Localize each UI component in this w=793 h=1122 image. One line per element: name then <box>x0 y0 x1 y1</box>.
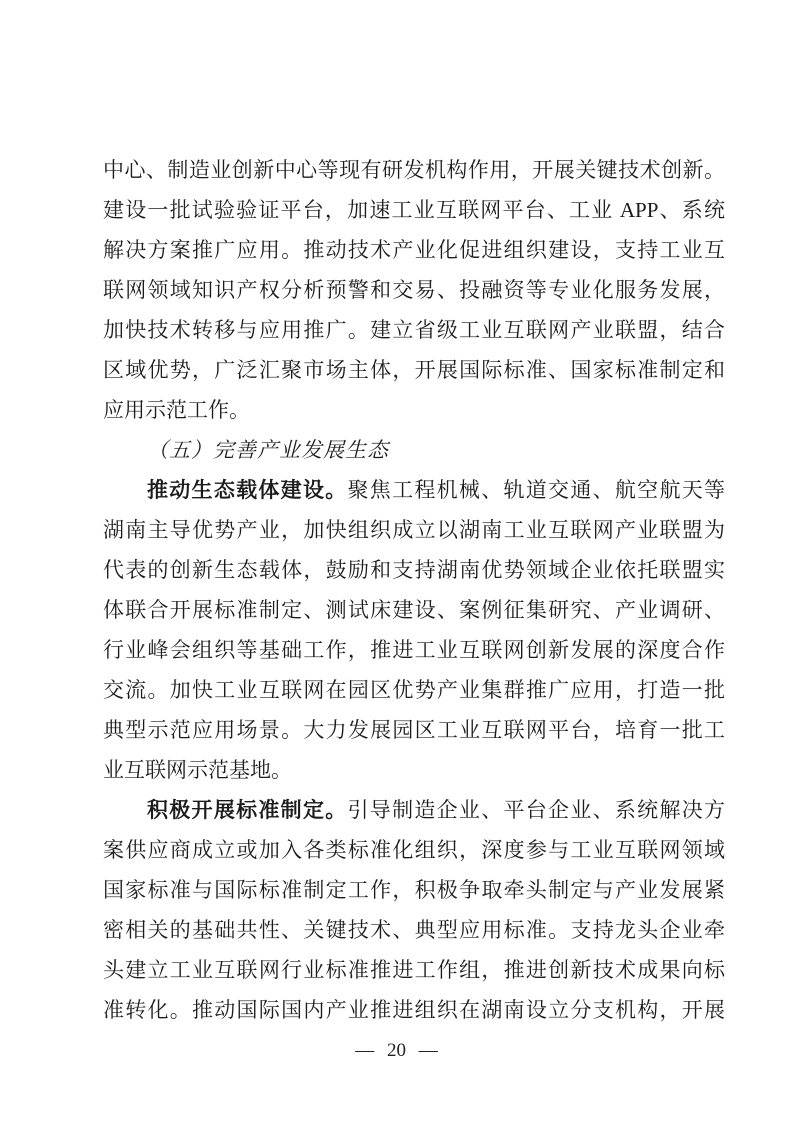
body-text: 行业峰会组织等基础工作，推进工业互联网创新发展的深度合作 <box>103 638 725 662</box>
text-line <box>103 990 725 1030</box>
body-text: 联网领域知识产权分析预警和交易、投融资等专业化服务发展， <box>103 278 725 302</box>
body-text: 引导制造企业、平台企业、系统解决方 <box>347 798 725 822</box>
text-line <box>103 470 725 510</box>
text-line <box>103 630 725 670</box>
text-line <box>103 670 725 710</box>
text-line <box>103 270 725 310</box>
body-text: 国家标准与国际标准制定工作，积极争取牵头制定与产业发展紧 <box>103 878 725 902</box>
body-text: 应用示范工作。 <box>103 398 250 422</box>
body-text: 区域优势，广泛汇聚市场主体，开展国际标准、国家标准制定和 <box>103 358 725 382</box>
text-line <box>103 350 725 390</box>
text-line <box>103 830 725 870</box>
page-footer <box>0 1036 793 1066</box>
text-line <box>103 750 725 790</box>
text-line <box>103 510 725 550</box>
page-number: — 20 — <box>355 1040 438 1061</box>
text-line <box>103 870 725 910</box>
body-text: 湖南主导优势产业，加快组织成立以湖南工业互联网产业联盟为 <box>103 518 725 542</box>
text-line <box>103 950 725 990</box>
body-text: 案供应商成立或加入各类标准化组织，深度参与工业互联网领域 <box>103 838 725 862</box>
text-line <box>103 230 725 270</box>
text-line <box>103 590 725 630</box>
text-line <box>103 190 725 230</box>
body-text: 解决方案推广应用。推动技术产业化促进组织建设，支持工业互 <box>103 238 725 262</box>
bold-lead-text: 推动生态载体建设。 <box>147 478 348 502</box>
body-text: 体联合开展标准制定、测试床建设、案例征集研究、产业调研、 <box>103 598 725 622</box>
text-line <box>103 710 725 750</box>
body-text: 头建立工业互联网行业标准推进工作组，推进创新技术成果向标 <box>103 958 725 982</box>
bold-lead-text: 积极开展标准制定。 <box>147 798 348 822</box>
section-heading <box>103 430 725 470</box>
text-block <box>103 150 725 1030</box>
body-text: 准转化。推动国际国内产业推进组织在湖南设立分支机构，开展 <box>103 998 725 1022</box>
body-text: 典型示范应用场景。大力发展园区工业互联网平台，培育一批工 <box>103 718 725 742</box>
text-line <box>103 390 725 430</box>
text-line <box>103 790 725 830</box>
body-text: （五）完善产业发展生态 <box>147 438 389 462</box>
body-text: 交流。加快工业互联网在园区优势产业集群推广应用，打造一批 <box>103 678 725 702</box>
text-line <box>103 910 725 950</box>
text-line <box>103 550 725 590</box>
body-text: 业互联网示范基地。 <box>103 758 292 782</box>
text-line <box>103 310 725 350</box>
body-text: 中心、制造业创新中心等现有研发机构作用，开展关键技术创新。 <box>103 158 725 182</box>
body-text: 聚焦工程机械、轨道交通、航空航天等 <box>347 478 725 502</box>
body-text: 建设一批试验验证平台，加速工业互联网平台、工业 APP、系统 <box>103 198 725 222</box>
text-line <box>103 150 725 190</box>
body-text: 密相关的基础共性、关键技术、典型应用标准。支持龙头企业牵 <box>103 918 725 942</box>
body-text: 代表的创新生态载体，鼓励和支持湖南优势领域企业依托联盟实 <box>103 558 725 582</box>
body-text: 加快技术转移与应用推广。建立省级工业互联网产业联盟，结合 <box>103 318 725 342</box>
